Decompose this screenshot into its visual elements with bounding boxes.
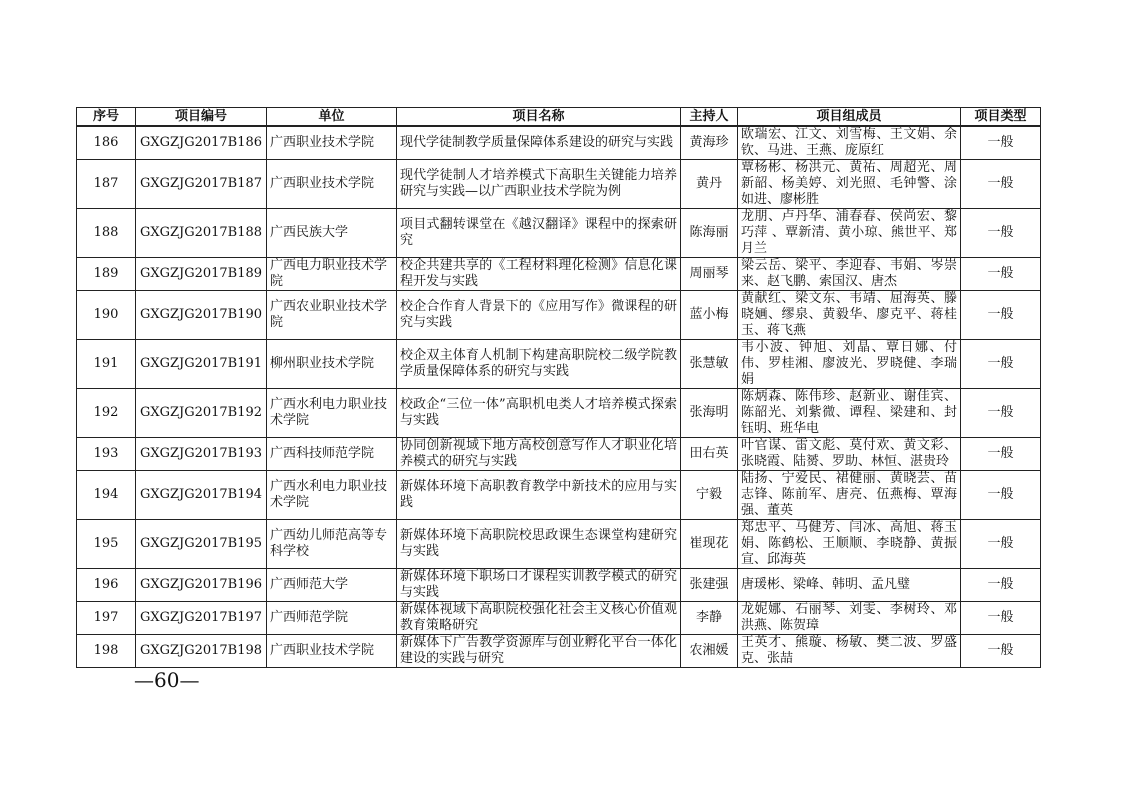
- cell-unit: 广西电力职业技术学院: [267, 258, 397, 291]
- table-header-row: [77, 108, 1041, 127]
- cell-index: 186: [77, 126, 136, 160]
- table-row: [77, 520, 1041, 569]
- cell-project-name: 校企双主体育人机制下构建高职院校二级学院教学质量保障体系的研究与实践: [397, 340, 681, 389]
- cell-index: 190: [77, 291, 136, 340]
- cell-project-name: 新媒体环境下高职院校思政课生态课堂构建研究与实践: [397, 520, 681, 569]
- cell-project-name: 新媒体环境下高职教育教学中新技术的应用与实践: [397, 471, 681, 520]
- cell-host: 张建强: [681, 569, 738, 602]
- table-row: [77, 340, 1041, 389]
- table-row: [77, 209, 1041, 258]
- cell-host: 黄海珍: [681, 126, 738, 160]
- cell-members: 叶官谋、雷文彪、莫付欢、黄文彩、张晓霞、陆赟、罗助、林恒、湛贵玲: [738, 438, 961, 471]
- cell-host: 崔现花: [681, 520, 738, 569]
- cell-project-type: 一般: [961, 340, 1041, 389]
- cell-index: 193: [77, 438, 136, 471]
- cell-members: 韦小波、钟旭、刘晶、覃日娜、付伟、罗桂湘、廖波光、罗晓健、李瑞娟: [738, 340, 961, 389]
- cell-project-code: GXGZJG2017B193: [136, 438, 267, 471]
- cell-unit: 柳州职业技术学院: [267, 340, 397, 389]
- cell-project-name: 新媒体视域下高职院校强化社会主义核心价值观教育策略研究: [397, 602, 681, 635]
- cell-project-name: 校政企“三位一体”高职机电类人才培养模式探索与实践: [397, 389, 681, 438]
- cell-host: 周丽琴: [681, 258, 738, 291]
- cell-project-name: 协同创新视域下地方高校创意写作人才职业化培养模式的研究与实践: [397, 438, 681, 471]
- cell-unit: 广西幼儿师范高等专科学校: [267, 520, 397, 569]
- cell-index: 189: [77, 258, 136, 291]
- cell-project-type: 一般: [961, 438, 1041, 471]
- table-row: [77, 389, 1041, 438]
- cell-project-type: 一般: [961, 602, 1041, 635]
- header-members: 项目组成员: [738, 108, 961, 127]
- cell-project-code: GXGZJG2017B191: [136, 340, 267, 389]
- cell-host: 张海明: [681, 389, 738, 438]
- cell-project-code: GXGZJG2017B194: [136, 471, 267, 520]
- cell-project-type: 一般: [961, 291, 1041, 340]
- page-number: —60—: [134, 668, 200, 692]
- cell-project-name: 现代学徒制教学质量保障体系建设的研究与实践: [397, 126, 681, 160]
- cell-index: 191: [77, 340, 136, 389]
- cell-host: 张慧敏: [681, 340, 738, 389]
- cell-project-type: 一般: [961, 471, 1041, 520]
- table-row: [77, 471, 1041, 520]
- cell-unit: 广西职业技术学院: [267, 126, 397, 160]
- table-row: [77, 569, 1041, 602]
- cell-members: 郑忠平、马健芳、闫冰、高旭、蒋玉娟、陈鹤松、王顺顺、李晓静、黄振宣、邱海英: [738, 520, 961, 569]
- cell-project-name: 新媒体下广告教学资源库与创业孵化平台一体化建设的实践与研究: [397, 635, 681, 668]
- cell-index: 196: [77, 569, 136, 602]
- cell-host: 蓝小梅: [681, 291, 738, 340]
- cell-members: 龙朋、卢丹华、浦春春、侯尚宏、黎巧萍 、覃新清、黄小琼、熊世平、郑月兰: [738, 209, 961, 258]
- cell-project-type: 一般: [961, 520, 1041, 569]
- cell-project-code: GXGZJG2017B190: [136, 291, 267, 340]
- table-row: [77, 635, 1041, 668]
- table-row: [77, 160, 1041, 209]
- cell-members: 欧瑞宏、江文、刘雪梅、王文娟、余钦、马进、王燕、庞原红: [738, 126, 961, 160]
- cell-project-code: GXGZJG2017B186: [136, 126, 267, 160]
- cell-unit: 广西农业职业技术学院: [267, 291, 397, 340]
- cell-index: 198: [77, 635, 136, 668]
- cell-host: 田右英: [681, 438, 738, 471]
- cell-project-name: 校企共建共享的《工程材料理化检测》信息化课程开发与实践: [397, 258, 681, 291]
- cell-unit: 广西师范学院: [267, 602, 397, 635]
- cell-members: 龙妮娜、石丽琴、刘雯、李树玲、邓洪燕、陈贺璋: [738, 602, 961, 635]
- header-project-name: 项目名称: [397, 108, 681, 127]
- table-row: [77, 438, 1041, 471]
- cell-project-type: 一般: [961, 569, 1041, 602]
- cell-host: 李静: [681, 602, 738, 635]
- table-row: [77, 126, 1041, 160]
- header-index: 序号: [77, 108, 136, 127]
- cell-index: 195: [77, 520, 136, 569]
- cell-unit: 广西民族大学: [267, 209, 397, 258]
- cell-index: 194: [77, 471, 136, 520]
- cell-index: 188: [77, 209, 136, 258]
- cell-project-name: 新媒体环境下职场口才课程实训教学模式的研究与实践: [397, 569, 681, 602]
- header-unit: 单位: [267, 108, 397, 127]
- cell-host: 黄丹: [681, 160, 738, 209]
- cell-project-code: GXGZJG2017B187: [136, 160, 267, 209]
- cell-members: 陈炳森、陈伟珍、赵新业、谢佳宾、陈韶光、刘紫微、谭程、梁建和、封钰明、班华电: [738, 389, 961, 438]
- header-project-type: 项目类型: [961, 108, 1041, 127]
- cell-unit: 广西职业技术学院: [267, 160, 397, 209]
- cell-project-code: GXGZJG2017B198: [136, 635, 267, 668]
- cell-members: 黄献红、梁文东、韦靖、屈海英、滕晓婳、缪泉、黄毅华、廖克平、蒋桂玉、蒋飞燕: [738, 291, 961, 340]
- cell-project-code: GXGZJG2017B189: [136, 258, 267, 291]
- cell-project-type: 一般: [961, 389, 1041, 438]
- cell-index: 187: [77, 160, 136, 209]
- cell-project-name: 校企合作育人背景下的《应用写作》微课程的研究与实践: [397, 291, 681, 340]
- cell-unit: 广西师范大学: [267, 569, 397, 602]
- table-row: [77, 291, 1041, 340]
- cell-index: 192: [77, 389, 136, 438]
- cell-unit: 广西科技师范学院: [267, 438, 397, 471]
- cell-unit: 广西水利电力职业技术学院: [267, 389, 397, 438]
- cell-unit: 广西职业技术学院: [267, 635, 397, 668]
- cell-host: 陈海丽: [681, 209, 738, 258]
- cell-project-code: GXGZJG2017B192: [136, 389, 267, 438]
- cell-project-type: 一般: [961, 160, 1041, 209]
- cell-project-code: GXGZJG2017B196: [136, 569, 267, 602]
- cell-project-type: 一般: [961, 635, 1041, 668]
- cell-project-code: GXGZJG2017B188: [136, 209, 267, 258]
- cell-host: 农湘媛: [681, 635, 738, 668]
- header-project-code: 项目编号: [136, 108, 267, 127]
- cell-members: 梁云岳、梁平、李迎春、韦娟、岑崇来、赵飞鹏、索国汉、唐杰: [738, 258, 961, 291]
- cell-project-name: 项目式翻转课堂在《越汉翻译》课程中的探索研究: [397, 209, 681, 258]
- cell-index: 197: [77, 602, 136, 635]
- table-row: [77, 602, 1041, 635]
- cell-project-type: 一般: [961, 258, 1041, 291]
- cell-project-name: 现代学徒制人才培养模式下高职生关键能力培养研究与实践—以广西职业技术学院为例: [397, 160, 681, 209]
- cell-members: 陆扬、宁爱民、裙健丽、黄晓芸、苗志锋、陈前军、唐亮、伍燕梅、覃海强、董英: [738, 471, 961, 520]
- cell-unit: 广西水利电力职业技术学院: [267, 471, 397, 520]
- table-row: [77, 258, 1041, 291]
- header-host: 主持人: [681, 108, 738, 127]
- cell-members: 王英才、熊璇、杨敏、樊二波、罗盛克、张喆: [738, 635, 961, 668]
- cell-members: 覃杨彬、杨洪元、黄祐、周超光、周新韶、杨美婷、刘光照、毛钟警、涂如进、廖彬胜: [738, 160, 961, 209]
- cell-project-code: GXGZJG2017B195: [136, 520, 267, 569]
- project-table: [76, 107, 1041, 668]
- cell-project-code: GXGZJG2017B197: [136, 602, 267, 635]
- cell-project-type: 一般: [961, 126, 1041, 160]
- cell-members: 唐瑗彬、梁峰、韩明、孟凡璧: [738, 569, 961, 602]
- cell-host: 宁毅: [681, 471, 738, 520]
- cell-project-type: 一般: [961, 209, 1041, 258]
